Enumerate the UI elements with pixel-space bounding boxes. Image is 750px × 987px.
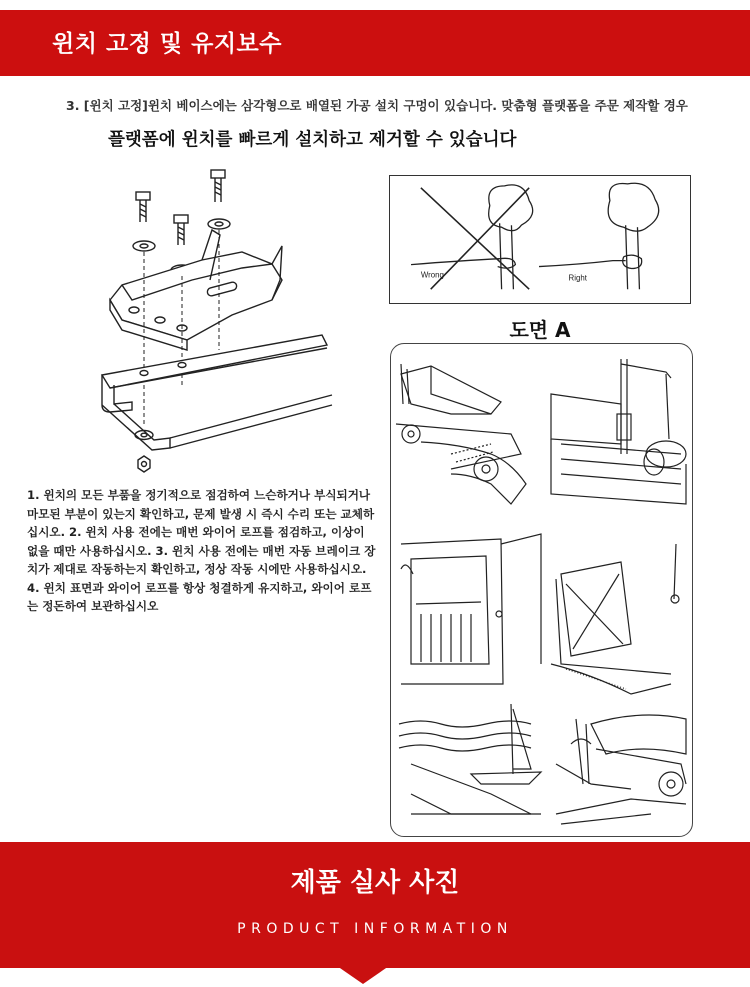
usage-sketches xyxy=(391,344,693,837)
section-title: 윈치 고정 및 유지보수 xyxy=(52,31,282,57)
header-band xyxy=(0,10,750,76)
install-note: 3. [윈치 고정]윈치 베이스에는 삼각형으로 배열된 가공 설치 구멍이 있습니다. 맞춤형 플랫폼을 주문 제작할 경우 xyxy=(66,98,688,113)
install-headline: 플랫폼에 윈치를 빠르게 설치하고 제거할 수 있습니다 xyxy=(108,130,517,150)
tree-rope-diagram xyxy=(389,175,691,304)
figure-a-caption: 도면 A xyxy=(509,318,571,342)
sketch-boat-ramp xyxy=(399,704,541,814)
wrong-example xyxy=(411,185,533,289)
bolt-left xyxy=(136,192,150,222)
sketch-gate xyxy=(551,544,679,694)
product-photo-title: 제품 실사 사진 xyxy=(290,868,460,898)
right-label: Right xyxy=(568,273,587,283)
product-information-label: PRODUCT INFORMATION xyxy=(237,921,513,937)
bolt-right xyxy=(211,170,225,202)
bracket-mount-illustration xyxy=(92,160,342,480)
down-arrow-icon xyxy=(337,966,389,984)
sketch-jib-crane xyxy=(551,359,686,504)
sketch-barn-door xyxy=(401,534,541,684)
bolt-middle xyxy=(174,215,188,245)
right-example xyxy=(539,183,659,289)
maintenance-instructions: 1. 윈치의 모든 부품을 정기적으로 점검하여 느슨하거나 부식되거나 마모된 부분이 있는지 확인하고, 문제 발생 시 즉시 수리 또는 교체하십시오. 2. 윈치 사용 전에는 매번 와이어 로프를 점검하고, 이상이 없을 때만 사용하십시오. 3. 윈치 사용 전에는 매번 자동 브레이크 장치가 제대로 작동하는지 확인하고, 정상 작동 시에만 사용하십시오. 4. 윈치 표면과 와이어 로프를 항상 청결하게 유지하고, 와이어 로프는 정돈하여 보관하십시오 xyxy=(27,488,376,613)
usage-scenarios-panel xyxy=(390,343,693,837)
sketch-trailer-winch xyxy=(396,364,526,504)
wrong-label: Wrong xyxy=(420,270,444,280)
product-photo-banner xyxy=(0,842,750,968)
sketch-boat-trailer xyxy=(556,715,686,824)
